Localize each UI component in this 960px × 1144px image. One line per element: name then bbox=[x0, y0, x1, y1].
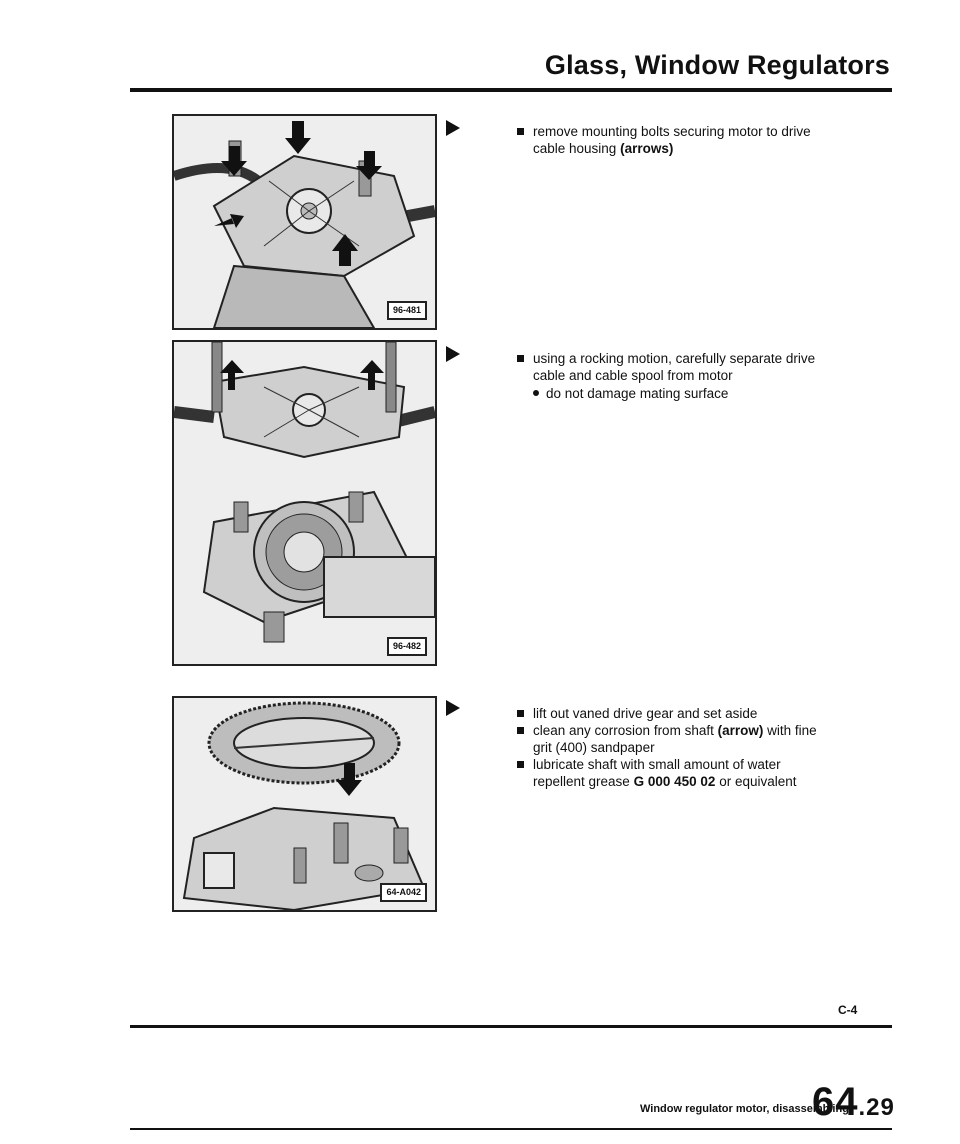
part-number: G 000 450 02 bbox=[633, 774, 716, 789]
header-rule bbox=[130, 88, 892, 92]
figure-drive-gear bbox=[172, 696, 437, 912]
bullet-dot-icon bbox=[533, 390, 539, 396]
instruction-step bbox=[517, 756, 827, 790]
instruction-list-1 bbox=[517, 123, 827, 157]
pointer-arrow-icon bbox=[446, 346, 460, 362]
step-emphasis: (arrows) bbox=[620, 141, 674, 156]
step-text-tail: or equivalent bbox=[719, 774, 797, 789]
footer-section-label: Window regulator motor, disassembling bbox=[640, 1103, 849, 1115]
instruction-step bbox=[517, 705, 827, 722]
step-text-tail: with fine grit (400) sandpaper bbox=[533, 723, 817, 755]
figure-cable-spool bbox=[172, 340, 437, 666]
motor-housing-illustration bbox=[174, 116, 435, 328]
step-emphasis: (arrow) bbox=[717, 723, 764, 738]
sub-instruction-text: do not damage mating surface bbox=[546, 386, 729, 401]
instruction-step bbox=[517, 350, 847, 402]
figure-motor-housing bbox=[172, 114, 437, 330]
instruction-list-2 bbox=[517, 350, 847, 402]
cable-spool-illustration bbox=[174, 342, 435, 664]
step-text: clean any corrosion from shaft bbox=[533, 723, 714, 738]
instruction-step bbox=[517, 722, 827, 756]
footer-rule-bottom bbox=[130, 1128, 892, 1130]
step-text: using a rocking motion, carefully separate drive cable and cable spool from motor bbox=[533, 351, 816, 383]
drive-gear-illustration bbox=[174, 698, 435, 910]
pointer-arrow-icon bbox=[446, 700, 460, 716]
sub-instruction bbox=[533, 385, 847, 402]
page-number-major: 64 bbox=[812, 1080, 859, 1124]
page-title: Glass, Window Regulators bbox=[544, 50, 890, 80]
page-number bbox=[812, 1080, 895, 1125]
instruction-list-3 bbox=[517, 705, 827, 790]
step-text: lift out vaned drive gear and set aside bbox=[533, 706, 758, 721]
page-number-minor: .29 bbox=[858, 1094, 895, 1121]
pointer-arrow-icon bbox=[446, 120, 460, 136]
instruction-step bbox=[517, 123, 827, 157]
step-text: lubricate shaft with small amount of water repellent grease bbox=[533, 757, 781, 789]
step-text: remove mounting bolts securing motor to drive cable housing bbox=[533, 124, 811, 156]
figure-label: 96-481 bbox=[387, 301, 427, 320]
figure-label: 96-482 bbox=[387, 637, 427, 656]
figure-label: 64-A042 bbox=[380, 883, 427, 902]
page-code: C-4 bbox=[838, 1003, 858, 1017]
footer-rule-top bbox=[130, 1025, 892, 1028]
